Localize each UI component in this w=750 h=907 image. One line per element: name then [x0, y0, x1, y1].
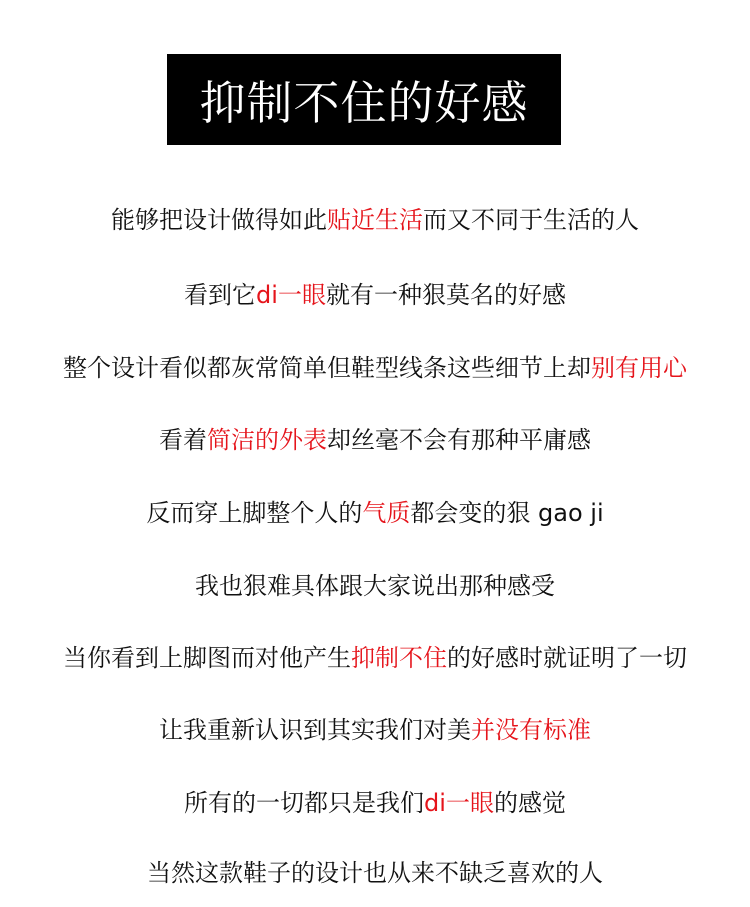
text-line [0, 353, 750, 383]
line-segment: 而又不同于生活的人 [423, 206, 639, 234]
text-line [0, 498, 750, 528]
line-segment: 所有的一切都只是我们 [184, 789, 425, 817]
text-line [0, 205, 750, 235]
highlight-segment: 气质 [362, 499, 411, 527]
highlight-segment: 抑制不住 [351, 644, 447, 672]
line-segment: 整个设计看似都灰常简单但鞋型线条这些细节上却 [63, 354, 591, 382]
line-segment: 看到它 [184, 281, 257, 309]
line-segment: 让我重新认识到其实我们对美 [159, 716, 471, 744]
line-segment: 当你看到上脚图而对他产生 [63, 644, 351, 672]
text-line [0, 643, 750, 673]
highlight-segment: 并没有标准 [471, 716, 591, 744]
text-line [0, 715, 750, 745]
page-title: 抑制不住的好感 [199, 75, 529, 130]
line-segment: 反而穿上脚整个人的 [146, 499, 363, 527]
line-segment: 我也狠难具体跟大家说出那种感受 [195, 572, 555, 600]
highlight-segment: di一眼 [424, 789, 494, 817]
highlight-segment: di一眼 [256, 281, 326, 309]
highlight-segment: 贴近生活 [327, 206, 423, 234]
highlight-segment: 别有用心 [591, 354, 687, 382]
line-segment: 的感觉 [493, 789, 566, 817]
line-segment: 当然这款鞋子的设计也从来不缺乏喜欢的人 [147, 859, 603, 887]
highlight-segment: 简洁的外表 [207, 426, 327, 454]
line-segment: 就有一种狠莫名的好感 [325, 281, 566, 309]
text-line [0, 571, 750, 601]
text-line [0, 425, 750, 455]
text-line [0, 788, 750, 818]
text-line [0, 280, 750, 310]
text-line [0, 858, 750, 888]
line-segment: 能够把设计做得如此 [111, 206, 327, 234]
line-segment: 的好感时就证明了一切 [447, 644, 687, 672]
line-segment: 都会变的狠 gao ji [410, 499, 604, 527]
line-segment: 看着 [159, 426, 207, 454]
line-segment: 却丝毫不会有那种平庸感 [327, 426, 591, 454]
